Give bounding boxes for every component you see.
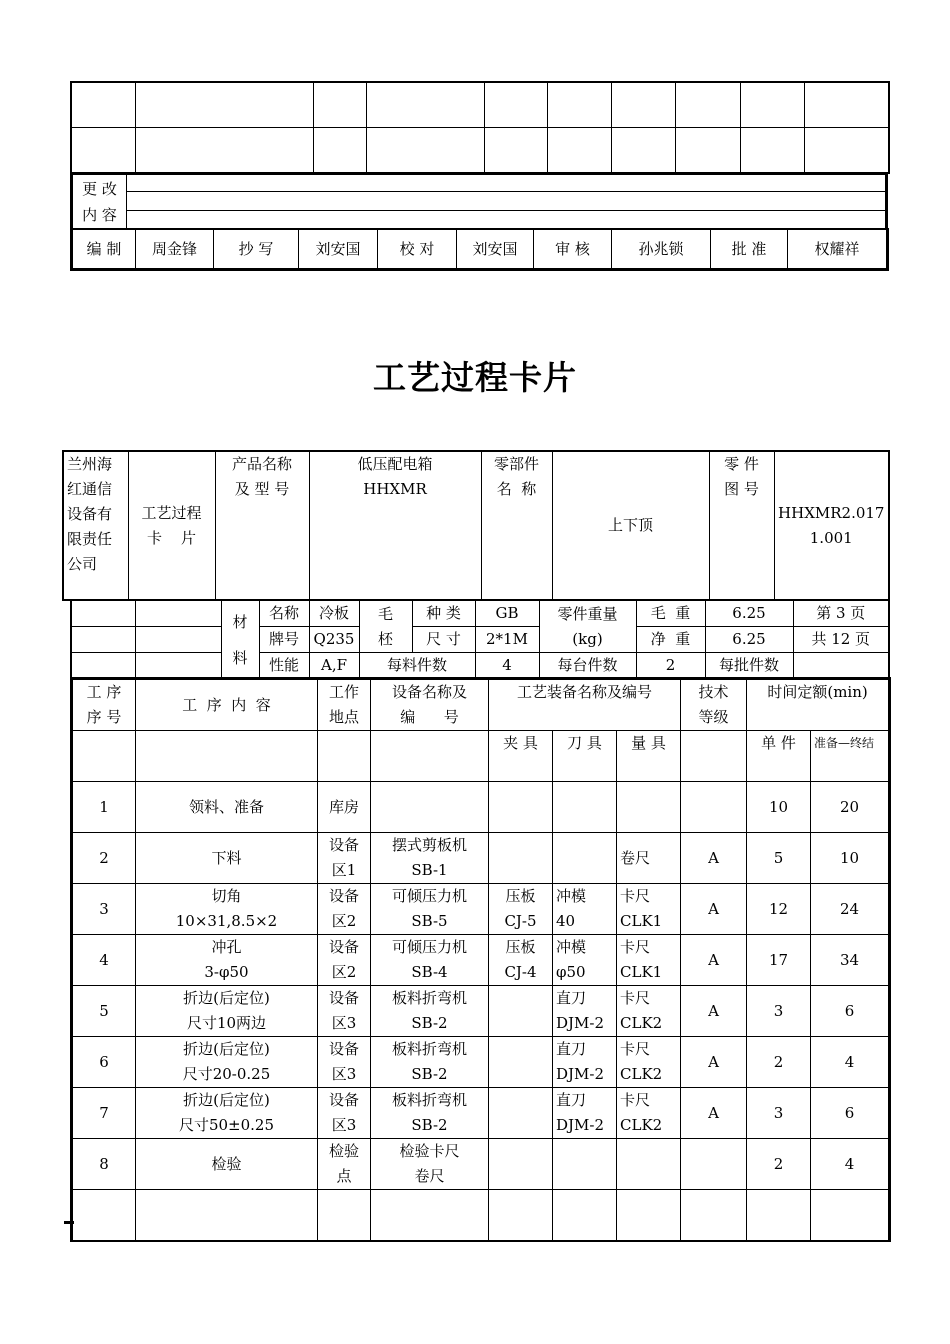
op-fixture bbox=[489, 1037, 553, 1088]
op-location: 设备 区2 bbox=[318, 884, 371, 935]
op-grade: A bbox=[681, 1088, 747, 1139]
op-prep-time: 4 bbox=[811, 1037, 890, 1088]
ops-header-row-2 bbox=[72, 731, 890, 782]
op-cutter bbox=[553, 833, 617, 884]
op-prep-time: 10 bbox=[811, 833, 890, 884]
op-fixture bbox=[489, 782, 553, 833]
op-prep-time: 6 bbox=[811, 986, 890, 1037]
op-unit-time: 3 bbox=[747, 1088, 811, 1139]
op-prep-time: 34 bbox=[811, 935, 890, 986]
ops-header-row-1 bbox=[72, 679, 890, 731]
op-gauge bbox=[617, 1139, 681, 1190]
op-content: 切角 10×31,8.5×2 bbox=[136, 884, 318, 935]
op-grade: A bbox=[681, 833, 747, 884]
material-grade-value: Q235 bbox=[309, 627, 359, 653]
operation-row bbox=[72, 935, 890, 986]
sign-role-proofreader: 校 对 bbox=[378, 229, 457, 270]
op-seq: 1 bbox=[72, 782, 136, 833]
material-name-label: 名称 bbox=[259, 601, 309, 627]
gross-weight-value: 6.25 bbox=[705, 601, 793, 627]
op-cutter: 冲模 φ50 bbox=[553, 935, 617, 986]
change-label: 更 改 内 容 bbox=[73, 175, 127, 228]
op-unit-time: 5 bbox=[747, 833, 811, 884]
drawing-number: HHXMR2.017 1.001 bbox=[774, 451, 889, 600]
operation-row bbox=[72, 884, 890, 935]
card-header bbox=[62, 450, 890, 601]
op-seq: 6 bbox=[72, 1037, 136, 1088]
op-grade bbox=[681, 1139, 747, 1190]
equipment-header: 设备名称及 编 号 bbox=[371, 679, 489, 731]
op-equipment: 板料折弯机 SB-2 bbox=[371, 1088, 489, 1139]
op-seq: 8 bbox=[72, 1139, 136, 1190]
op-equipment: 可倾压力机 SB-5 bbox=[371, 884, 489, 935]
op-gauge: 卡尺 CLK2 bbox=[617, 1037, 681, 1088]
material-label: 材 料 bbox=[221, 601, 259, 680]
time-header: 时间定额(min) bbox=[747, 679, 890, 731]
op-seq: 4 bbox=[72, 935, 136, 986]
op-prep-time: 6 bbox=[811, 1088, 890, 1139]
sign-role-copier: 抄 写 bbox=[214, 229, 299, 270]
material-perf-label: 性能 bbox=[259, 653, 309, 680]
per-batch-value bbox=[793, 653, 889, 680]
op-content: 检验 bbox=[136, 1139, 318, 1190]
seq-header: 工 序 序 号 bbox=[72, 679, 136, 731]
product-label: 产品名称 及 型 号 bbox=[215, 451, 309, 600]
op-cutter bbox=[553, 782, 617, 833]
op-gauge: 卡尺 CLK1 bbox=[617, 935, 681, 986]
grade-header: 技术 等级 bbox=[681, 679, 747, 731]
op-gauge: 卷尺 bbox=[617, 833, 681, 884]
op-prep-time: 20 bbox=[811, 782, 890, 833]
op-cutter: 冲模 40 bbox=[553, 884, 617, 935]
per-unit-value: 2 bbox=[636, 653, 705, 680]
op-equipment: 可倾压力机 SB-4 bbox=[371, 935, 489, 986]
material-block bbox=[70, 600, 890, 680]
op-unit-time: 3 bbox=[747, 986, 811, 1037]
op-fixture bbox=[489, 1139, 553, 1190]
operation-row bbox=[72, 1088, 890, 1139]
empty-row bbox=[71, 128, 889, 174]
part-label: 零部件 名 称 bbox=[481, 451, 552, 600]
unit-time-header: 单 件 bbox=[747, 731, 811, 782]
net-weight-label: 净 重 bbox=[636, 627, 705, 653]
op-grade: A bbox=[681, 935, 747, 986]
change-line bbox=[127, 191, 885, 192]
op-grade: A bbox=[681, 986, 747, 1037]
op-location: 检验 点 bbox=[318, 1139, 371, 1190]
op-location: 库房 bbox=[318, 782, 371, 833]
op-location: 设备 区3 bbox=[318, 1088, 371, 1139]
op-grade: A bbox=[681, 1037, 747, 1088]
op-equipment: 板料折弯机 SB-2 bbox=[371, 1037, 489, 1088]
blank-size-label: 尺 寸 bbox=[412, 627, 475, 653]
material-perf-value: A,F bbox=[309, 653, 359, 680]
op-cutter bbox=[553, 1139, 617, 1190]
op-cutter: 直刀 DJM-2 bbox=[553, 986, 617, 1037]
prep-time-header: 准备—终结 bbox=[811, 731, 890, 782]
op-equipment: 板料折弯机 SB-2 bbox=[371, 986, 489, 1037]
op-fixture bbox=[489, 1088, 553, 1139]
per-unit-label: 每台件数 bbox=[539, 653, 636, 680]
blank-size-value: 2*1M bbox=[475, 627, 539, 653]
operation-row bbox=[72, 986, 890, 1037]
tooling-header: 工艺装备名称及编号 bbox=[489, 679, 681, 731]
op-cutter: 直刀 DJM-2 bbox=[553, 1037, 617, 1088]
op-seq: 3 bbox=[72, 884, 136, 935]
op-grade: A bbox=[681, 884, 747, 935]
blank-label: 毛 柸 bbox=[359, 601, 412, 653]
op-unit-time: 12 bbox=[747, 884, 811, 935]
op-seq: 2 bbox=[72, 833, 136, 884]
sign-name-reviewer: 孙兆锁 bbox=[612, 229, 711, 270]
blank-kind-label: 种 类 bbox=[412, 601, 475, 627]
op-content: 领料、准备 bbox=[136, 782, 318, 833]
page-title: 工艺过程卡片 bbox=[373, 358, 577, 397]
content-header: 工 序 内 容 bbox=[136, 679, 318, 731]
part-weight-label: 零件重量 (kg) bbox=[539, 601, 636, 653]
gross-weight-label: 毛 重 bbox=[636, 601, 705, 627]
operations-table bbox=[70, 677, 891, 1242]
corner-mark bbox=[64, 1221, 74, 1224]
op-fixture: 压板 CJ-5 bbox=[489, 884, 553, 935]
change-line bbox=[127, 210, 885, 211]
op-unit-time: 10 bbox=[747, 782, 811, 833]
product-value: 低压配电箱 HHXMR bbox=[309, 451, 481, 600]
previous-card-rows bbox=[70, 81, 890, 174]
op-seq: 5 bbox=[72, 986, 136, 1037]
op-unit-time: 17 bbox=[747, 935, 811, 986]
per-batch-label: 每批件数 bbox=[705, 653, 793, 680]
per-material-label: 每料件数 bbox=[359, 653, 475, 680]
op-equipment: 摆式剪板机 SB-1 bbox=[371, 833, 489, 884]
empty-row bbox=[71, 82, 889, 128]
op-fixture bbox=[489, 833, 553, 884]
sign-role-reviewer: 审 核 bbox=[534, 229, 612, 270]
cutter-header: 刀 具 bbox=[553, 731, 617, 782]
blank-kind-value: GB bbox=[475, 601, 539, 627]
op-cutter: 直刀 DJM-2 bbox=[553, 1088, 617, 1139]
card-type: 工艺过程 卡 片 bbox=[128, 451, 215, 600]
op-content: 折边(后定位) 尺寸10两边 bbox=[136, 986, 318, 1037]
op-gauge: 卡尺 CLK1 bbox=[617, 884, 681, 935]
page-number: 第 3 页 bbox=[793, 601, 889, 627]
fixture-header: 夹 具 bbox=[489, 731, 553, 782]
operation-row bbox=[72, 1139, 890, 1190]
op-content: 冲孔 3-φ50 bbox=[136, 935, 318, 986]
op-prep-time: 24 bbox=[811, 884, 890, 935]
sign-name-copier: 刘安国 bbox=[299, 229, 378, 270]
op-equipment: 检验卡尺 卷尺 bbox=[371, 1139, 489, 1190]
material-grade-label: 牌号 bbox=[259, 627, 309, 653]
op-gauge: 卡尺 CLK2 bbox=[617, 1088, 681, 1139]
part-name: 上下顶 bbox=[552, 451, 709, 600]
op-unit-time: 2 bbox=[747, 1139, 811, 1190]
sign-role-compiler: 编 制 bbox=[72, 229, 136, 270]
op-content: 下料 bbox=[136, 833, 318, 884]
sign-name-proofreader: 刘安国 bbox=[457, 229, 534, 270]
op-location: 设备 区3 bbox=[318, 986, 371, 1037]
sign-name-compiler: 周金锋 bbox=[136, 229, 214, 270]
op-fixture bbox=[489, 986, 553, 1037]
op-grade bbox=[681, 782, 747, 833]
change-content-block bbox=[70, 172, 888, 228]
op-equipment bbox=[371, 782, 489, 833]
location-header: 工作 地点 bbox=[318, 679, 371, 731]
op-fixture: 压板 CJ-4 bbox=[489, 935, 553, 986]
operation-row bbox=[72, 833, 890, 884]
per-material-value: 4 bbox=[475, 653, 539, 680]
empty-row bbox=[72, 1190, 890, 1242]
gauge-header: 量 具 bbox=[617, 731, 681, 782]
net-weight-value: 6.25 bbox=[705, 627, 793, 653]
op-gauge bbox=[617, 782, 681, 833]
sign-role-approver: 批 准 bbox=[711, 229, 788, 270]
op-gauge: 卡尺 CLK2 bbox=[617, 986, 681, 1037]
company-name: 兰州海红通信设备有限责任公司 bbox=[63, 451, 128, 600]
op-content: 折边(后定位) 尺寸50±0.25 bbox=[136, 1088, 318, 1139]
operation-row bbox=[72, 1037, 890, 1088]
operation-row bbox=[72, 782, 890, 833]
op-location: 设备 区1 bbox=[318, 833, 371, 884]
drawing-label: 零 件 图 号 bbox=[709, 451, 774, 600]
signature-row bbox=[70, 228, 889, 271]
op-unit-time: 2 bbox=[747, 1037, 811, 1088]
op-location: 设备 区2 bbox=[318, 935, 371, 986]
op-location: 设备 区3 bbox=[318, 1037, 371, 1088]
op-content: 折边(后定位) 尺寸20-0.25 bbox=[136, 1037, 318, 1088]
total-pages: 共 12 页 bbox=[793, 627, 889, 653]
sign-name-approver: 权耀祥 bbox=[788, 229, 888, 270]
op-seq: 7 bbox=[72, 1088, 136, 1139]
material-name-value: 冷板 bbox=[309, 601, 359, 627]
op-prep-time: 4 bbox=[811, 1139, 890, 1190]
